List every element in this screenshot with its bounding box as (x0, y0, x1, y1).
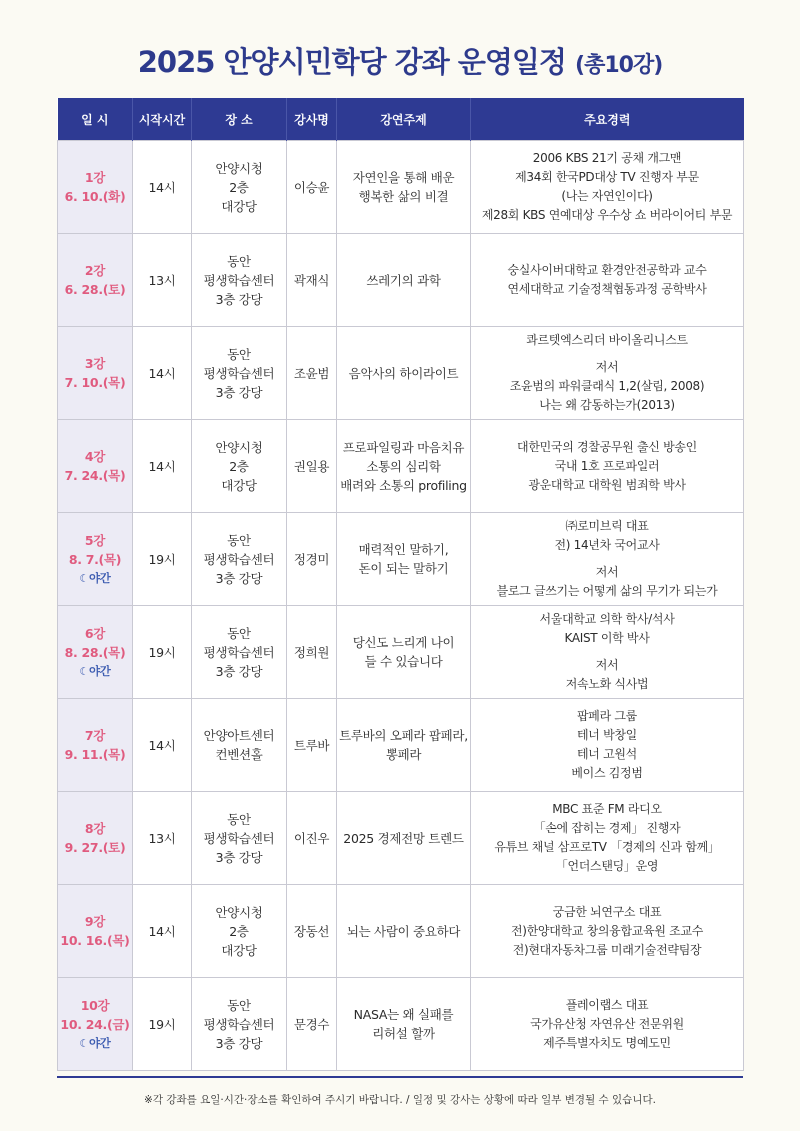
place-line: 3층 강당 (215, 291, 263, 307)
lecture-date: 6. 28.(토) (64, 282, 126, 297)
career-line: 전) 14년차 국어교사 (554, 538, 660, 552)
footnote: ※각 강좌를 요일·시간·장소를 확인하여 주시기 바랍니다. / 일정 및 강사는 상황에 따라 일부 변경될 수 있습니다. (144, 1094, 656, 1106)
moon-icon: ☾ (79, 571, 89, 585)
date-cell (58, 141, 133, 234)
lecture-number: 5강 (84, 532, 106, 548)
career-line: 궁금한 뇌연구소 대표 (552, 904, 662, 919)
topic-cell (337, 327, 471, 420)
place-line: 3층 강당 (215, 384, 263, 400)
place-line: 평생학습센터 (203, 644, 275, 660)
start-time-cell: 13시 (133, 234, 192, 327)
place-line: 동안 (227, 811, 251, 827)
career-line: 플레이랩스 대표 (565, 997, 649, 1012)
start-time-cell: 19시 (133, 606, 192, 699)
career-line: 조윤범의 파워클래식 1,2(살림, 2008) (509, 379, 705, 393)
night-badge (60, 569, 130, 588)
career-cell (471, 420, 744, 513)
night-badge (60, 1034, 130, 1053)
date-cell (58, 420, 133, 513)
topic-line: 리허설 할까 (372, 1026, 435, 1041)
header-topic: 강연주제 (337, 98, 471, 141)
topic-line: 들 수 있습니다 (364, 654, 443, 669)
table-row (58, 699, 744, 792)
career-line: 블로그 글쓰기는 어떻게 삶의 무기가 되는가 (496, 584, 718, 598)
career-line: 팝페라 그룹 (577, 709, 637, 723)
lecture-number: 3강 (84, 356, 106, 371)
career-line: 저서 (595, 658, 619, 672)
table-row (58, 234, 744, 327)
speaker-cell: 정경미 (287, 513, 337, 606)
career-line: 베이스 김정범 (571, 766, 643, 780)
page-title (0, 40, 800, 81)
lecture-date: 6. 10.(화) (64, 189, 126, 204)
speaker-cell: 곽재식 (287, 234, 337, 327)
lecture-date: 9. 27.(토) (64, 840, 126, 855)
place-cell (192, 420, 287, 513)
date-cell (58, 234, 133, 327)
place-line: 2층 (229, 179, 249, 195)
place-line: 동안 (227, 997, 251, 1013)
place-line: 동안 (227, 532, 251, 548)
topic-line: 뇌는 사람이 중요하다 (346, 923, 461, 939)
table-row (58, 141, 744, 234)
lecture-number: 6강 (84, 625, 106, 641)
start-time-cell: 19시 (133, 513, 192, 606)
place-cell (192, 699, 287, 792)
career-line: 저서 (595, 565, 619, 579)
place-line: 평생학습센터 (203, 1016, 275, 1032)
lecture-date: 10. 24.(금) (60, 1016, 130, 1032)
place-cell (192, 141, 287, 234)
place-line: 안양시청 (215, 439, 263, 455)
topic-cell (337, 885, 471, 978)
career-line: 저서 (595, 360, 619, 374)
title-sub: (총10강) (575, 53, 663, 78)
place-line: 평생학습센터 (203, 365, 275, 381)
speaker-cell: 이진우 (287, 792, 337, 885)
header-career: 주요경력 (471, 98, 744, 141)
career-cell (471, 513, 744, 606)
table-row (58, 513, 744, 606)
career-cell (471, 885, 744, 978)
career-line: MBC 표준 FM 라디오 (552, 802, 662, 816)
topic-line: 트루바의 오페라 팝페라, (339, 728, 468, 743)
night-badge (60, 662, 130, 681)
speaker-cell: 이승윤 (287, 141, 337, 234)
date-cell (58, 606, 133, 699)
career-line: 제주특별자치도 명예도민 (543, 1035, 671, 1050)
place-line: 동안 (227, 625, 251, 641)
table-row (58, 420, 744, 513)
lecture-date: 10. 16.(목) (60, 933, 130, 948)
career-line: 광운대학교 대학원 범죄학 박사 (528, 477, 686, 492)
topic-cell (337, 606, 471, 699)
topic-line: 돈이 되는 말하기 (358, 561, 449, 576)
career-line: (나는 자연인이다) (561, 189, 653, 203)
place-line: 3층 강당 (215, 1035, 263, 1051)
career-line: 국가유산청 자연유산 전문위원 (530, 1016, 684, 1031)
lecture-date: 8. 28.(목) (64, 644, 126, 660)
career-cell (471, 606, 744, 699)
topic-cell (337, 141, 471, 234)
topic-line: 당신도 느리게 나이 (352, 635, 455, 650)
speaker-cell: 문경수 (287, 978, 337, 1071)
topic-cell (337, 792, 471, 885)
topic-line: 매력적인 말하기, (358, 542, 449, 557)
place-line: 동안 (227, 253, 251, 269)
career-line: 국내 1호 프로파일러 (554, 458, 660, 473)
night-label: 야간 (88, 570, 111, 585)
lecture-date: 7. 10.(목) (64, 375, 126, 390)
date-cell (58, 513, 133, 606)
lecture-number: 4강 (84, 449, 106, 464)
place-cell (192, 885, 287, 978)
lecture-number: 10강 (80, 997, 110, 1013)
table-body (58, 141, 744, 1071)
date-cell (58, 699, 133, 792)
speaker-cell: 권일용 (287, 420, 337, 513)
start-time-cell: 14시 (133, 699, 192, 792)
place-cell (192, 606, 287, 699)
moon-icon: ☾ (79, 664, 89, 678)
place-line: 대강당 (221, 477, 257, 493)
speaker-cell: 장동선 (287, 885, 337, 978)
header-speaker: 강사명 (287, 98, 337, 141)
start-time-cell: 14시 (133, 885, 192, 978)
header-datetime: 일 시 (58, 98, 133, 141)
career-line: 콰르텟엑스리더 바이올리니스트 (526, 333, 688, 347)
speaker-cell: 조윤범 (287, 327, 337, 420)
table-row (58, 792, 744, 885)
place-line: 3층 강당 (215, 570, 263, 586)
lecture-date: 8. 7.(목) (68, 551, 122, 567)
career-cell (471, 141, 744, 234)
career-line: 전)한양대학교 창의융합교육원 조교수 (510, 923, 704, 938)
career-line: ㈜로미브릭 대표 (565, 519, 649, 533)
place-line: 평생학습센터 (203, 272, 275, 288)
lecture-date: 7. 24.(목) (64, 468, 126, 483)
lecture-number: 7강 (84, 728, 106, 743)
career-cell (471, 699, 744, 792)
place-cell (192, 978, 287, 1071)
career-line: 저속노화 식사법 (565, 677, 649, 691)
career-line: 2006 KBS 21기 공채 개그맨 (532, 151, 682, 165)
lecture-date: 9. 11.(목) (64, 747, 126, 762)
moon-icon: ☾ (79, 1036, 89, 1050)
career-line: 「손에 잡히는 경제」 진행자 (533, 821, 681, 835)
date-cell (58, 327, 133, 420)
topic-cell (337, 978, 471, 1071)
career-line: 「언더스탠딩」운영 (555, 859, 659, 873)
start-time-cell: 19시 (133, 978, 192, 1071)
career-line: 테너 박창일 (577, 728, 637, 742)
topic-cell (337, 513, 471, 606)
career-gap (473, 350, 741, 358)
place-line: 안양시청 (215, 160, 263, 176)
career-line: 대한민국의 경찰공무원 출신 방송인 (517, 439, 697, 454)
career-line: 테너 고원석 (577, 747, 637, 761)
place-line: 대강당 (221, 942, 257, 958)
career-line: 제34회 한국PD대상 TV 진행자 부문 (515, 170, 699, 184)
career-cell (471, 978, 744, 1071)
career-line: 유튜브 채널 삼프로TV 「경제의 신과 함께」 (494, 840, 720, 854)
place-line: 3층 강당 (215, 663, 263, 679)
place-line: 2층 (229, 923, 249, 939)
topic-cell (337, 234, 471, 327)
career-gap (473, 648, 741, 656)
place-line: 안양아트센터 (203, 728, 275, 743)
night-label: 야간 (88, 1035, 111, 1050)
speaker-cell: 트루바 (287, 699, 337, 792)
place-line: 컨벤션홀 (215, 747, 263, 762)
table-row (58, 978, 744, 1071)
start-time-cell: 14시 (133, 327, 192, 420)
place-line: 평생학습센터 (203, 551, 275, 567)
topic-cell (337, 699, 471, 792)
career-cell (471, 234, 744, 327)
topic-line: 쓰레기의 과학 (366, 272, 441, 288)
topic-line: 배려와 소통의 profiling (340, 477, 467, 493)
start-time-cell: 14시 (133, 141, 192, 234)
place-line: 대강당 (221, 198, 257, 214)
place-cell (192, 234, 287, 327)
night-label: 야간 (88, 663, 111, 678)
career-line: 나는 왜 감동하는가(2013) (539, 398, 675, 412)
career-line: 제28회 KBS 연예대상 우수상 쇼 버라이어티 부문 (481, 208, 733, 222)
career-line: KAIST 이학 박사 (564, 631, 650, 645)
career-line: 연세대학교 기술정책협동과정 공학박사 (507, 282, 707, 296)
topic-line: 소통의 심리학 (366, 458, 441, 474)
title-main: 2025 안양시민학당 강좌 운영일정 (137, 45, 566, 79)
place-cell (192, 327, 287, 420)
place-line: 3층 강당 (215, 849, 263, 865)
table-row (58, 885, 744, 978)
topic-line: NASA는 왜 실패를 (353, 1007, 454, 1022)
lecture-number: 8강 (84, 821, 106, 836)
career-line: 전)현대자동차그룹 미래기술전략팀장 (512, 942, 702, 957)
start-time-cell: 13시 (133, 792, 192, 885)
topic-line: 프로파일링과 마음치유 (342, 439, 465, 455)
topic-line: 2025 경제전망 트렌드 (343, 830, 464, 846)
place-line: 2층 (229, 458, 249, 474)
topic-line: 음악사의 하이라이트 (348, 365, 459, 381)
career-line: 서울대학교 의학 학사/석사 (539, 612, 675, 626)
start-time-cell: 14시 (133, 420, 192, 513)
date-cell (58, 978, 133, 1071)
table-header-row (58, 98, 744, 141)
date-cell (58, 885, 133, 978)
career-line: 숭실사이버대학교 환경안전공학과 교수 (507, 263, 707, 277)
table-row (58, 606, 744, 699)
lecture-number: 1강 (84, 170, 106, 185)
schedule-table (57, 98, 744, 1071)
place-line: 평생학습센터 (203, 830, 275, 846)
speaker-cell: 정희원 (287, 606, 337, 699)
place-line: 안양시청 (215, 904, 263, 920)
schedule-table-wrap (57, 98, 743, 1071)
header-place: 장 소 (192, 98, 287, 141)
header-start-time: 시작시간 (133, 98, 192, 141)
date-cell (58, 792, 133, 885)
place-line: 동안 (227, 346, 251, 362)
topic-line: 뽕페라 (385, 747, 422, 762)
topic-line: 자연인을 통해 배운 (352, 170, 455, 185)
table-bottom-rule (57, 1076, 743, 1078)
career-cell (471, 327, 744, 420)
topic-cell (337, 420, 471, 513)
topic-line: 행복한 삶의 비결 (358, 189, 449, 204)
place-cell (192, 513, 287, 606)
career-cell (471, 792, 744, 885)
table-row (58, 327, 744, 420)
lecture-number: 9강 (84, 914, 106, 929)
lecture-number: 2강 (84, 263, 106, 278)
career-gap (473, 555, 741, 563)
place-cell (192, 792, 287, 885)
